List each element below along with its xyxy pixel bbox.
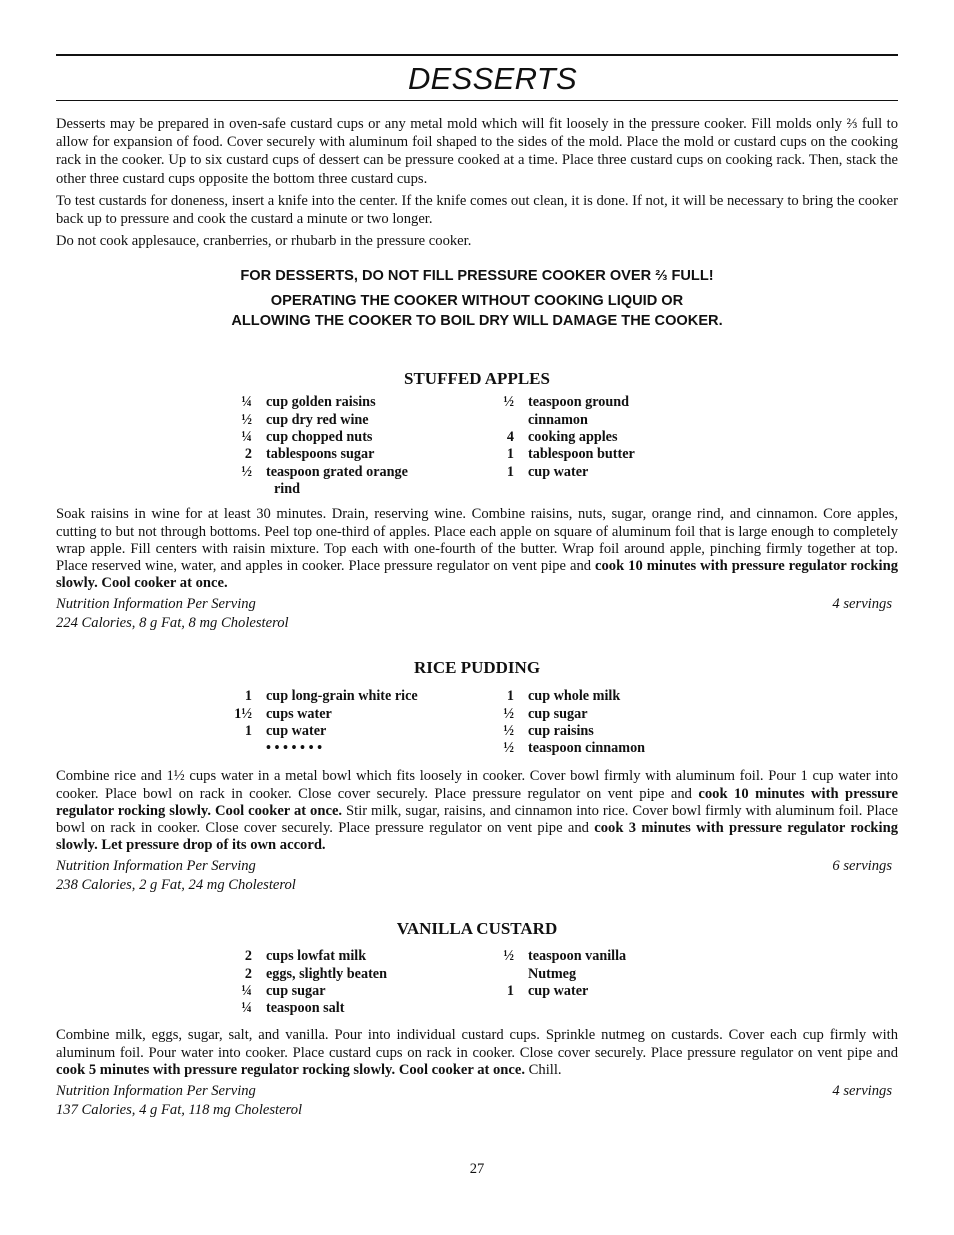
ingredient-row bbox=[492, 464, 752, 481]
ingredient-name: cup water bbox=[266, 723, 327, 740]
method-vanilla-custard bbox=[56, 1027, 898, 1079]
ingredient-row bbox=[230, 412, 490, 429]
method-rice-pudding bbox=[56, 768, 898, 854]
ingredient-row bbox=[230, 1000, 490, 1017]
ingredients-vanilla-custard bbox=[230, 948, 710, 1018]
method-stuffed-apples bbox=[56, 506, 898, 592]
ingredient-row bbox=[230, 983, 490, 1000]
servings: 6 servings bbox=[832, 858, 892, 875]
ingredient-row bbox=[230, 948, 490, 965]
ingredients-stuffed-apples bbox=[230, 394, 710, 498]
ingredient-qty: ½ bbox=[503, 723, 514, 740]
ingredient-name: teaspoon salt bbox=[266, 1000, 345, 1017]
ingredient-qty: ½ bbox=[241, 411, 252, 428]
ingredient-name: teaspoon ground bbox=[528, 394, 630, 411]
ingredient-column-right bbox=[492, 394, 752, 480]
ingredient-qty: 1 bbox=[506, 463, 514, 480]
ingredient-name: • • • • • • • bbox=[266, 740, 323, 757]
ingredient-qty: 2 bbox=[244, 965, 252, 982]
ingredient-name: cup sugar bbox=[528, 705, 588, 722]
ingredient-name: cup whole milk bbox=[528, 688, 621, 705]
nutrition-rice-pudding bbox=[56, 857, 898, 895]
dry-warning bbox=[56, 291, 898, 331]
ingredient-qty: ½ bbox=[503, 740, 514, 757]
intro-paragraph: To test custards for doneness, insert a knife into the center. If the knife comes out clean, it is done. If not, it will be necessary to bring the cooker back up to pressure and cook the custard a minute or two longer. bbox=[56, 192, 898, 228]
ingredient-row bbox=[492, 688, 752, 705]
ingredient-name: cup water bbox=[528, 463, 589, 480]
ingredient-name: cooking apples bbox=[528, 429, 618, 446]
ingredient-column-left bbox=[230, 394, 490, 498]
ingredient-divider-dots bbox=[230, 740, 490, 757]
page-content bbox=[56, 54, 898, 1120]
ingredient-qty: 1 bbox=[244, 723, 252, 740]
ingredient-name: cups lowfat milk bbox=[266, 948, 367, 965]
top-rule bbox=[56, 54, 898, 56]
ingredient-name: tablespoons sugar bbox=[266, 446, 375, 463]
ingredient-name: eggs, slightly beaten bbox=[266, 965, 387, 982]
method-text: Chill. bbox=[525, 1061, 562, 1078]
ingredient-qty: ¼ bbox=[241, 983, 252, 1000]
ingredient-row bbox=[492, 446, 752, 463]
ingredient-row bbox=[230, 966, 490, 983]
ingredient-continuation: rind bbox=[274, 480, 301, 497]
ingredient-column-left bbox=[230, 948, 490, 1017]
ingredient-name: tablespoon butter bbox=[528, 446, 635, 463]
ingredient-qty: ¼ bbox=[241, 394, 252, 411]
ingredient-name: cup long-grain white rice bbox=[266, 688, 418, 705]
method-bold-text: cook 3 minutes with pressure regulator rocking slowly. Let pressure drop of its own accord. bbox=[56, 820, 899, 854]
ingredient-qty: 1 bbox=[244, 688, 252, 705]
ingredient-name: cup chopped nuts bbox=[266, 429, 373, 446]
ingredient-row bbox=[230, 723, 490, 740]
method-text: Combine rice and 1½ cups water in a metal bowl which fits loosely in cooker. Cover bowl firmly with aluminum foil. Pour 1 cup water into cooker. Place bowl on rack in cooker. Close cover securely. Place pressure regulator on vent pipe and bbox=[56, 768, 898, 802]
intro-paragraph: Do not cook applesauce, cranberries, or rhubarb in the pressure cooker. bbox=[56, 233, 472, 250]
ingredient-row bbox=[492, 740, 752, 757]
ingredient-qty: 1 bbox=[506, 983, 514, 1000]
method-text: Combine milk, eggs, sugar, salt, and vanilla. Pour into individual custard cups. Sprinkle nutmeg on custards. Cover each cup firmly with aluminum foil. Pour water into cooker. Place custard cups on rack in cooker. Close cover securely. Place pressure regulator on vent pipe and bbox=[56, 1027, 898, 1061]
ingredient-name: cups water bbox=[266, 705, 332, 722]
ingredient-row bbox=[492, 723, 752, 740]
intro-section bbox=[56, 115, 898, 250]
ingredient-row bbox=[230, 429, 490, 446]
ingredient-qty: 4 bbox=[506, 429, 514, 446]
page-title: DESSERTS bbox=[408, 61, 577, 96]
nutrition-vanilla-custard bbox=[56, 1082, 898, 1120]
dry-warning-line: OPERATING THE COOKER WITHOUT COOKING LIQUID OR bbox=[270, 293, 684, 310]
ingredient-qty: ¼ bbox=[241, 1000, 252, 1017]
method-text: Soak raisins in wine for at least 30 minutes. Drain, reserving wine. Combine raisins, nuts, sugar, orange rind, and cinnamon. Core apples, cutting to but not through bottoms. Peel top one-third of apples. Place each apple on square of aluminum foil that is large enough to completely wrap apple. Fill centers with raisin mixture. Top each with one-fourth of the butter. Wrap foil around apple, pinching firmly together at top. Place reserved wine, water, and apples in cooker. Place pressure regulator on vent pipe and bbox=[56, 506, 898, 575]
ingredient-row bbox=[492, 966, 752, 983]
intro-paragraph: Desserts may be prepared in oven-safe custard cups or any metal mold which will fit loosely in the pressure cooker. Fill molds only ⅔ full to allow for expansion of food. Cover securely with aluminum foil shaped to the sides of the mold. Place the mold or custard cups on the cooking rack in the cooker. Up to six custard cups of dessert can be pressure cooked at a time. Place three custard cups on cooking rack. Then, stack the other three custard cups opposite the bottom three custard cups. bbox=[56, 116, 898, 187]
ingredient-name: teaspoon cinnamon bbox=[528, 740, 646, 757]
ingredient-column-left bbox=[230, 688, 490, 757]
ingredient-qty bbox=[230, 740, 252, 757]
ingredient-row bbox=[230, 394, 490, 411]
ingredient-name: teaspoon grated orange bbox=[266, 463, 408, 480]
nutrition-stuffed-apples bbox=[56, 595, 898, 633]
ingredient-qty: 2 bbox=[244, 948, 252, 965]
ingredient-row bbox=[492, 706, 752, 723]
nutrition-label: Nutrition Information Per Serving bbox=[56, 596, 256, 613]
recipe-title-stuffed-apples: STUFFED APPLES bbox=[404, 369, 550, 389]
ingredient-qty: ½ bbox=[241, 463, 252, 480]
method-bold-text: cook 5 minutes with pressure regulator rocking slowly. Cool cooker at once. bbox=[56, 1061, 526, 1078]
ingredient-qty: 1 bbox=[506, 688, 514, 705]
ingredient-row bbox=[230, 688, 490, 705]
method-text: Stir milk, sugar, raisins, and cinnamon into rice. Cover bowl firmly with aluminum foil. Place bowl on rack in cooker. Close cover securely. Place pressure regulator on vent pipe and bbox=[56, 802, 898, 837]
dry-warning-line: ALLOWING THE COOKER TO BOIL DRY WILL DAMAGE THE COOKER. bbox=[231, 313, 723, 330]
ingredient-column-right bbox=[492, 688, 752, 757]
method-bold-text: cook 10 minutes with pressure regulator rocking slowly. Cool cooker at once. bbox=[56, 785, 898, 819]
ingredient-name: cup sugar bbox=[266, 983, 326, 1000]
ingredient-row bbox=[230, 464, 490, 481]
ingredients-rice-pudding bbox=[230, 688, 710, 758]
ingredient-qty: ¼ bbox=[241, 429, 252, 446]
nutrition-values: 238 Calories, 2 g Fat, 24 mg Cholesterol bbox=[56, 877, 296, 894]
ingredient-qty: 2 bbox=[244, 446, 252, 463]
ingredient-qty: 1½ bbox=[234, 705, 252, 722]
ingredient-name: cup dry red wine bbox=[266, 411, 369, 428]
nutrition-label: Nutrition Information Per Serving bbox=[56, 1083, 256, 1100]
ingredient-row bbox=[492, 983, 752, 1000]
ingredient-qty: ½ bbox=[503, 394, 514, 411]
servings: 4 servings bbox=[832, 596, 892, 613]
ingredient-row bbox=[230, 446, 490, 463]
ingredient-continuation: cinnamon bbox=[528, 411, 588, 428]
recipe-title-rice-pudding: RICE PUDDING bbox=[413, 658, 541, 678]
ingredient-name: cup raisins bbox=[528, 723, 594, 740]
nutrition-values: 224 Calories, 8 g Fat, 8 mg Cholesterol bbox=[56, 615, 289, 632]
method-bold-text: cook 10 minutes with pressure regulator rocking slowly. Cool cooker at once. bbox=[56, 558, 898, 592]
nutrition-values: 137 Calories, 4 g Fat, 118 mg Cholesterol bbox=[56, 1102, 303, 1119]
recipe-title-vanilla-custard: VANILLA CUSTARD bbox=[396, 919, 558, 939]
ingredient-qty: 1 bbox=[506, 446, 514, 463]
fill-warning: FOR DESSERTS, DO NOT FILL PRESSURE COOKER OVER ⅔ FULL! bbox=[240, 268, 714, 285]
page-number: 27 bbox=[469, 1161, 485, 1177]
nutrition-label: Nutrition Information Per Serving bbox=[56, 858, 256, 875]
ingredient-name: teaspoon vanilla bbox=[528, 948, 627, 965]
ingredient-name: cup water bbox=[528, 983, 589, 1000]
ingredient-row bbox=[492, 948, 752, 965]
ingredient-column-right bbox=[492, 948, 752, 1000]
ingredient-row bbox=[230, 706, 490, 723]
ingredient-qty: ½ bbox=[503, 705, 514, 722]
ingredient-row bbox=[492, 394, 752, 411]
servings: 4 servings bbox=[832, 1083, 892, 1100]
ingredient-qty: ½ bbox=[503, 948, 514, 965]
ingredient-row bbox=[492, 429, 752, 446]
title-rule bbox=[56, 100, 898, 101]
ingredient-name: cup golden raisins bbox=[266, 394, 376, 411]
ingredient-name: Nutmeg bbox=[528, 965, 577, 982]
